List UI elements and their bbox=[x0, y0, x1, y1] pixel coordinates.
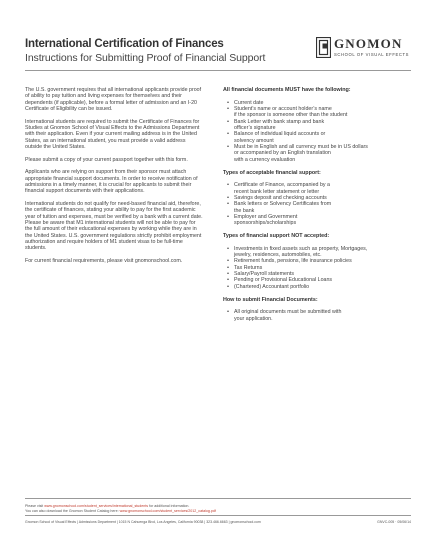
list-item: • Bank letters or Solvency Certificates from bbox=[223, 201, 413, 207]
list-item: • Pending or Provisional Educational Loans bbox=[223, 277, 413, 283]
list-item: • Investments in fixed assets such as property, Mortgages, bbox=[223, 246, 413, 252]
footnote-line-1: Please visit www.gnomonschool.com/student_services/international_students for additional information. bbox=[25, 504, 190, 508]
catalog-link[interactable]: www.gnomonschool.com/student_services/2012_catalog.pdf bbox=[119, 508, 216, 513]
section-heading-not-accepted: Types of financial support NOT accepted: bbox=[223, 233, 330, 240]
paragraph-current-requirements: For current financial requirements, please visit gnomonschool.com. bbox=[25, 258, 183, 265]
international-students-link[interactable]: www.gnomonschool.com/student_services/international_students bbox=[44, 504, 149, 508]
list-item: • Current date bbox=[223, 100, 413, 106]
right-column bbox=[223, 87, 413, 329]
logo-tagline: SCHOOL OF VISUAL EFFECTS bbox=[334, 52, 410, 57]
list-item: • Employer and Government bbox=[223, 214, 413, 220]
list-item-continuation: recent bank letter statement or letter bbox=[234, 188, 320, 195]
paragraph-us-requirements: The U.S. government requires that all international applicants provide proof of ability to pay tuition and living expenses for themselves and their dependents (if applicable), before a formal letter of admission and an I-20 Certificate of Eligibility can be issued. bbox=[25, 87, 202, 113]
footnote-line-2: You can also download the Gnomon Student Catalog here: www.gnomonschool.com/student_services/2012_catalog.pdf bbox=[25, 508, 216, 513]
list-item: • Balance of individual liquid accounts or bbox=[223, 131, 413, 137]
list-item: • All original documents must be submitted with bbox=[223, 309, 413, 315]
list-item: • Retirement funds, pensions, life insurance policies bbox=[223, 258, 413, 264]
footnote bbox=[25, 504, 216, 513]
page-subtitle: Instructions for Submitting Proof of Financial Support bbox=[25, 52, 266, 64]
page-title: International Certification of Finances bbox=[25, 38, 224, 50]
list-how-to-submit bbox=[223, 309, 413, 322]
list-item: • Savings deposit and checking accounts bbox=[223, 195, 413, 201]
gnomonschool-link[interactable]: gnomonschool.com bbox=[134, 258, 181, 265]
list-item: • Bank Letter with bank stamp and bank bbox=[223, 119, 413, 125]
list-item: • Student’s name or account holder’s name bbox=[223, 106, 413, 112]
list-item-continuation: or accompanied by an English translation bbox=[234, 150, 331, 157]
footer-address: Gnomon School of Visual Effects | Admissions Department | 1015 N Cahuenga Blvd, Los Angeles, California 90038 | 323.466.6663 | gnomonschool.com bbox=[25, 520, 261, 524]
section-heading-required: All financial documents MUST have the following: bbox=[223, 87, 351, 93]
paragraph-certificate-submission: International students are required to submit the Certificate of Finances for Studies at Gnomon School of Visual Effects to the Admissions Department with their application. Even if your current mailing address is in the United States, as an international student, you must provide a valid address outside the United States. bbox=[25, 118, 200, 151]
left-column bbox=[25, 87, 203, 271]
section-heading-acceptable: Types of acceptable financial support: bbox=[223, 169, 321, 176]
gnomon-logo bbox=[316, 36, 411, 66]
logo-name: GNOMON bbox=[334, 36, 403, 51]
gnomon-mark-icon bbox=[316, 37, 331, 58]
list-item-continuation: the bank bbox=[234, 207, 255, 214]
list-item-continuation: your application. bbox=[234, 315, 273, 322]
paragraph-financial-aid: International students do not qualify for need-based financial aid, therefore, the certificate of finances, stating your ability to pay for the first academic year of tuition and expenses, must be verified by a bank with a current date. Please be aware that M1 international students will not be able to pay for the full amount of their educational expenses by working while they are in the United States. U.S. government regulations strictly prohibit employment authorization and require holders of M1 student visas to be full-time students. bbox=[25, 201, 203, 252]
list-item: • Tax Returns bbox=[223, 265, 413, 271]
footer-top-divider bbox=[25, 515, 411, 516]
paragraph-passport: Please submit a copy of your current passport together with this form. bbox=[25, 156, 188, 163]
list-acceptable bbox=[223, 182, 413, 226]
list-item: • (Chartered) Accountant portfolio bbox=[223, 284, 413, 290]
list-item-continuation: solvency amount bbox=[234, 137, 274, 144]
list-required bbox=[223, 100, 413, 163]
list-item-continuation: jewelry, residences, automobiles, etc. bbox=[234, 252, 322, 259]
list-item-continuation: officer’s signature bbox=[234, 125, 276, 132]
footer-divider bbox=[25, 498, 411, 499]
list-item: • Salary/Payroll statements bbox=[223, 271, 413, 277]
list-item-continuation: if the sponsor is someone other than the student bbox=[234, 112, 348, 119]
header-divider bbox=[25, 70, 411, 71]
list-not-accepted bbox=[223, 246, 413, 290]
list-item-continuation: with a currency evaluation bbox=[234, 156, 296, 163]
list-item: • Certificate of Finance, accompanied by a bbox=[223, 182, 413, 188]
list-item: • Must be in English and all currency must be in US dollars bbox=[223, 144, 413, 150]
paragraph-sponsor: Applicants who are relying on support from their sponsor must attach appropriate financial support documents. In order to receive notification of admissions in a timely manner, it is crucial for applicants to submit their financial support documents with their applications. bbox=[25, 169, 198, 195]
footer-form-code: GNVC-005 · 05/06/14 bbox=[377, 520, 411, 524]
section-heading-how-to-submit: How to submit Financial Documents: bbox=[223, 296, 318, 303]
list-item-continuation: sponsorships/scholarships bbox=[234, 220, 297, 227]
